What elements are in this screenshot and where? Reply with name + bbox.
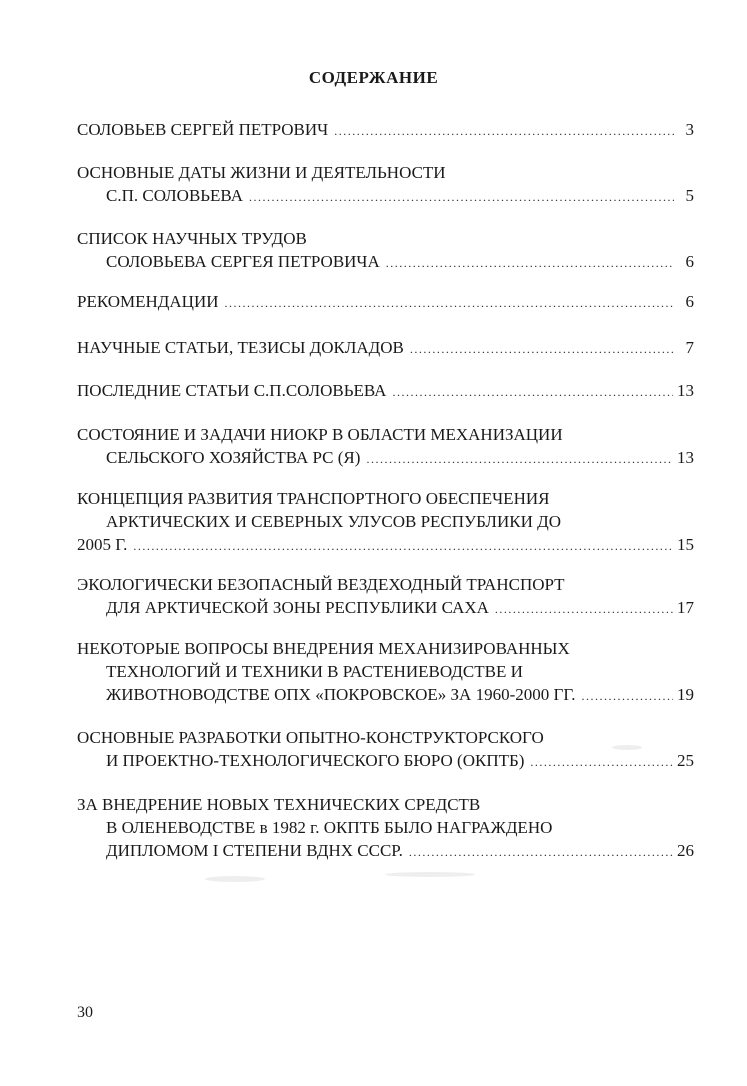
dot-leader	[366, 448, 673, 471]
toc-entry-title-cont: 2005 Г.	[77, 535, 128, 554]
page-title: СОДЕРЖАНИЕ	[308, 68, 439, 87]
toc-entry-title: ЭКОЛОГИЧЕСКИ БЕЗОПАСНЫЙ ВЕЗДЕХОДНЫЙ ТРАНСПОРТ	[77, 575, 565, 594]
toc-page-number: 13	[677, 448, 694, 467]
toc-entry[interactable]	[77, 793, 694, 862]
toc-entry-title-cont: В ОЛЕНЕВОДСТВЕ в 1982 г. ОКПТБ БЫЛО НАГРАЖДЕНО	[106, 818, 553, 837]
toc-page-number: 26	[677, 841, 694, 860]
toc-entry-title: ОСНОВНЫЕ РАЗРАБОТКИ ОПЫТНО-КОНСТРУКТОРСКОГО	[77, 728, 544, 747]
toc-entry-title: РЕКОМЕНДАЦИИ	[77, 292, 219, 311]
toc-entry-title-cont: ДИПЛОМОМ I СТЕПЕНИ ВДНХ СССР.	[106, 841, 403, 860]
toc-entry-title-cont: СОЛОВЬЕВА СЕРГЕЯ ПЕТРОВИЧА	[106, 252, 380, 271]
dot-leader	[133, 535, 673, 558]
toc-entry[interactable]	[77, 161, 694, 207]
toc-entry[interactable]	[77, 423, 694, 469]
toc-entry-title-cont: ТЕХНОЛОГИЙ И ТЕХНИКИ В РАСТЕНИЕВОДСТВЕ И	[106, 662, 523, 681]
scan-artifact	[205, 876, 265, 882]
toc-entry-title: ЗА ВНЕДРЕНИЕ НОВЫХ ТЕХНИЧЕСКИХ СРЕДСТВ	[77, 795, 481, 814]
toc-entry-title-cont: АРКТИЧЕСКИХ И СЕВЕРНЫХ УЛУСОВ РЕСПУБЛИКИ ДО	[106, 512, 561, 531]
toc-entry-title-cont: С.П. СОЛОВЬЕВА	[106, 186, 243, 205]
dot-leader	[495, 598, 673, 621]
toc-entry-title: СОЛОВЬЕВ СЕРГЕЙ ПЕТРОВИЧ	[77, 120, 329, 139]
toc-entry-title: ПОСЛЕДНИЕ СТАТЬИ С.П.СОЛОВЬЕВА	[77, 381, 387, 400]
dot-leader	[530, 751, 673, 774]
toc-entry-title-cont: ЖИВОТНОВОДСТВЕ ОПХ «ПОКРОВСКОЕ» ЗА 1960-2000 ГГ.	[106, 685, 576, 704]
toc-entry-title: ОСНОВНЫЕ ДАТЫ ЖИЗНИ И ДЕЯТЕЛЬНОСТИ	[77, 163, 446, 182]
toc-page-number: 7	[685, 338, 694, 357]
toc-entry-title-cont: СЕЛЬСКОГО ХОЗЯЙСТВА РС (Я)	[106, 448, 361, 467]
toc-page-number: 19	[677, 685, 694, 704]
toc-entry[interactable]	[77, 227, 694, 273]
toc-page-number: 6	[685, 292, 694, 311]
toc-entry-title: СОСТОЯНИЕ И ЗАДАЧИ НИОКР В ОБЛАСТИ МЕХАНИЗАЦИИ	[77, 425, 563, 444]
toc-entry[interactable]	[77, 290, 694, 313]
toc-entry[interactable]	[77, 379, 694, 402]
toc-entry[interactable]	[77, 726, 694, 772]
dot-leader	[392, 381, 673, 404]
toc-entry-title-cont: ДЛЯ АРКТИЧЕСКОЙ ЗОНЫ РЕСПУБЛИКИ САХА	[106, 598, 489, 617]
toc-entry-title-cont: И ПРОЕКТНО-ТЕХНОЛОГИЧЕСКОГО БЮРО (ОКПТБ)	[106, 751, 525, 770]
toc-page-number: 25	[677, 751, 694, 770]
toc-entry-title: КОНЦЕПЦИЯ РАЗВИТИЯ ТРАНСПОРТНОГО ОБЕСПЕЧЕНИЯ	[77, 489, 550, 508]
toc-page-number: 6	[685, 252, 694, 271]
toc-page-number: 15	[677, 535, 694, 554]
toc-entry[interactable]	[77, 336, 694, 359]
toc-entry-title: НАУЧНЫЕ СТАТЬИ, ТЕЗИСЫ ДОКЛАДОВ	[77, 338, 404, 357]
dot-leader	[249, 186, 674, 209]
toc-page-number: 5	[685, 186, 694, 205]
dot-leader	[225, 292, 674, 315]
toc-entry[interactable]	[77, 118, 694, 141]
toc-entry[interactable]	[77, 487, 694, 556]
scan-artifact	[385, 872, 475, 877]
page-number: 30	[77, 1004, 93, 1021]
toc-page-number: 17	[677, 598, 694, 617]
dot-leader	[581, 685, 673, 708]
dot-leader	[409, 841, 673, 864]
toc-entry[interactable]	[77, 637, 694, 706]
scan-artifact	[612, 745, 642, 750]
dot-leader	[386, 252, 674, 275]
toc-page-number: 3	[685, 120, 694, 139]
toc-page-number: 13	[677, 381, 694, 400]
toc-entry-title: НЕКОТОРЫЕ ВОПРОСЫ ВНЕДРЕНИЯ МЕХАНИЗИРОВАННЫХ	[77, 639, 570, 658]
dot-leader	[410, 338, 674, 361]
dot-leader	[334, 120, 674, 143]
toc-entry[interactable]	[77, 573, 694, 619]
toc-entry-title: СПИСОК НАУЧНЫХ ТРУДОВ	[77, 229, 307, 248]
